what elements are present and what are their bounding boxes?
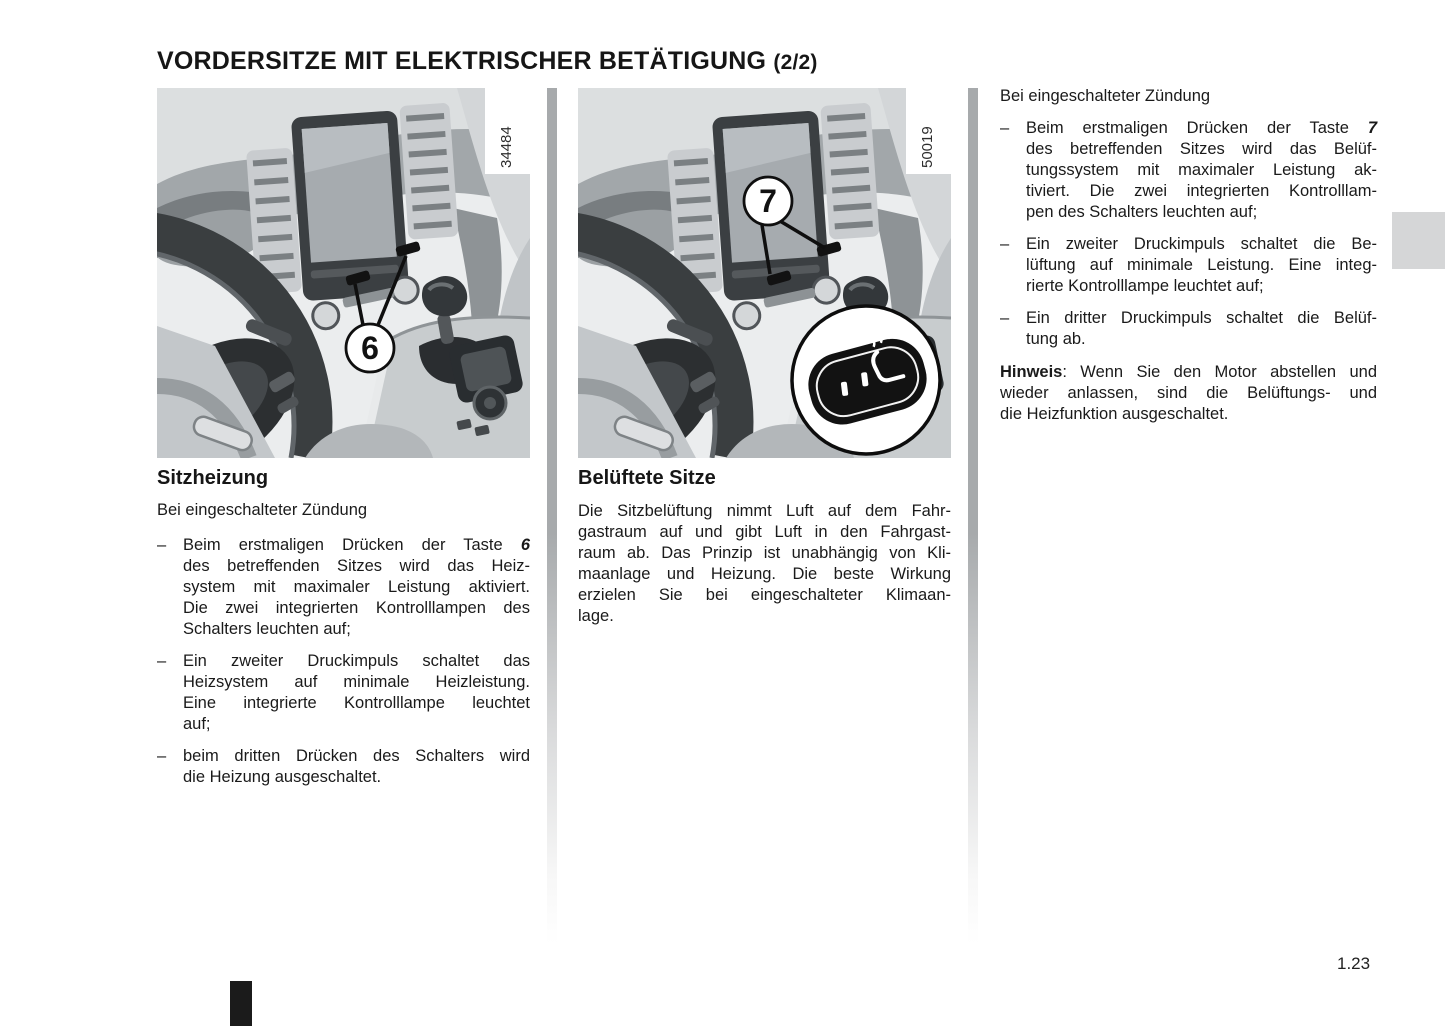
note-line: : Wenn Sie den Motor abstellen und bbox=[1062, 363, 1377, 381]
list-item bbox=[157, 535, 530, 640]
bullet-text: beim dritten Drücken des Schalters wird die Heizung ausgeschaltet. bbox=[183, 747, 530, 786]
bullet-dash: – bbox=[157, 536, 167, 554]
column-divider-2 bbox=[968, 88, 978, 944]
bullet-text: Ein zweiter Druckimpuls schaltet die Be- lüftung auf minimale Leistung. Eine integ- rierte Kontrolllampe leuchtet auf; bbox=[1026, 235, 1377, 295]
key-ref-7: 7 bbox=[1367, 119, 1377, 137]
heating-intro: Bei eingeschalteter Zündung bbox=[157, 501, 368, 519]
bullet-text bbox=[183, 535, 530, 640]
bullet-lines: des betreffenden Sitzes wird das Heiz- system mit maximaler Leistung aktiviert. Die zwei integrierten Kontrolllampen des Schalters leuchten auf; bbox=[183, 557, 530, 638]
ventilation-list bbox=[1000, 118, 1377, 350]
print-registration-mark bbox=[230, 981, 252, 1026]
note-label: Hinweis bbox=[1000, 363, 1063, 381]
figure-a bbox=[157, 88, 530, 458]
figure-b-illustration bbox=[578, 88, 951, 458]
column-ventilated bbox=[578, 88, 951, 627]
bullet-text: Ein zweiter Druckimpuls schaltet das Heizsystem auf minimale Heizleistung. Eine integrierte Kontrolllampe leuchtet auf; bbox=[183, 652, 530, 733]
bullet-dash: – bbox=[157, 747, 167, 765]
list-item bbox=[157, 651, 530, 735]
chapter-thumb-tab bbox=[1392, 212, 1445, 269]
figure-b bbox=[578, 88, 951, 458]
callout-number-6: 6 bbox=[361, 330, 379, 366]
bullet-dash: – bbox=[1000, 119, 1010, 137]
bullet-text bbox=[1026, 118, 1377, 223]
callout-number-7: 7 bbox=[759, 183, 777, 219]
heating-list bbox=[157, 535, 530, 788]
key-ref-6: 6 bbox=[520, 536, 530, 554]
column-heating bbox=[157, 88, 530, 799]
list-item bbox=[1000, 118, 1377, 223]
ventilation-intro: Bei eingeschalteter Zündung bbox=[1000, 87, 1211, 105]
figure-b-ref-code: 50019 bbox=[919, 126, 936, 168]
bullet-line: Beim erstmaligen Drücken der Taste bbox=[1026, 119, 1349, 137]
page-title bbox=[157, 47, 818, 76]
figure-a-illustration bbox=[157, 88, 530, 458]
bullet-dash: – bbox=[1000, 309, 1010, 327]
list-item bbox=[1000, 234, 1377, 297]
page-title-text: VORDERSITZE MIT ELEKTRISCHER BETÄTIGUNG bbox=[157, 46, 767, 75]
section-heading-belueftete-sitze: Belüftete Sitze bbox=[578, 467, 716, 489]
column-ventilation-controls bbox=[1000, 86, 1377, 425]
list-item bbox=[157, 746, 530, 788]
bullet-text: Ein dritter Druckimpuls schaltet die Belüf- tung ab. bbox=[1026, 309, 1377, 348]
column-divider-1 bbox=[547, 88, 557, 944]
bullet-line: Beim erstmaligen Drücken der Taste bbox=[183, 536, 503, 554]
bullet-dash: – bbox=[1000, 235, 1010, 253]
section-heading-sitzheizung: Sitzheizung bbox=[157, 467, 269, 489]
note-lines: wieder anlassen, sind die Belüftungs- und die Heizfunktion ausgeschaltet. bbox=[1000, 384, 1377, 423]
note-paragraph bbox=[1000, 362, 1377, 425]
page-number: 1.23 bbox=[1337, 954, 1371, 973]
ventilated-paragraph: Die Sitzbelüftung nimmt Luft auf dem Fahr- gastraum auf und gibt Luft in den Fahrgast- raum ab. Das Prinzip ist unabhängig von Kli- maanlage und Heizung. Die beste Wirkung erzielen Sie bei eingeschalteter Klimaan- lage. bbox=[578, 502, 951, 625]
page-title-suffix: (2/2) bbox=[773, 50, 818, 74]
bullet-dash: – bbox=[157, 652, 167, 670]
list-item bbox=[1000, 308, 1377, 350]
bullet-lines: des betreffenden Sitzes wird das Belüf- tungssystem mit maximaler Leistung ak- tiviert. Die zwei integrierten Kontrolllam- pen des Schalters leuchten auf; bbox=[1026, 140, 1377, 221]
figure-a-ref-code: 34484 bbox=[498, 126, 515, 168]
